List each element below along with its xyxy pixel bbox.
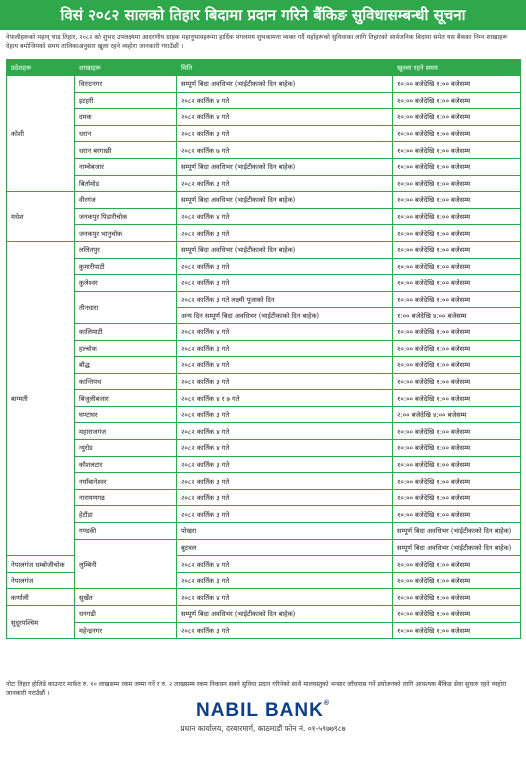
time-cell: १०:०० बजेदेखि १:०० बजेसम्म: [393, 456, 521, 473]
note-text: नोटः तिहार होलिडे काउन्टर मार्फत रु. १० लाखसम्म रकम जम्मा गर्ने र रु. २ लाखसम्म रकम निकास्न सक्ने सुविधा प्रदान गरिनेको साथै मालवस्तुको भन्सार जाँचपास गर्ने प्रयोजनको लागि आवश्यक बैंकिङ सेवा सुचारु रहने व्यहोरा जानकारी गराउँछौं ।: [6, 681, 507, 697]
date-cell: २०८२ कार्तिक ४ गते: [177, 109, 393, 126]
date-cell: २०८२ कार्तिक ३ गते: [177, 373, 393, 390]
branch-cell: धरान बरगाछी: [75, 142, 177, 159]
branch-cell: बिर्तामोड: [75, 175, 177, 192]
branch-cell: धनगढी: [75, 606, 177, 623]
time-cell: १०:०० बजेदेखि १:०० बजेसम्म: [393, 109, 521, 126]
branch-cell: बौद्ध: [75, 357, 177, 374]
time-cell: १०:०० बजेदेखि १:०० बजेसम्म: [393, 622, 521, 639]
time-cell: १०:०० बजेदेखि १:०० बजेसम्म: [393, 225, 521, 242]
time-cell: १०:०० बजेदेखि १:०० बजेसम्म: [393, 92, 521, 109]
header-province: प्रदेशहरू: [7, 60, 75, 76]
table-row: [7, 606, 521, 623]
branch-cell: कौशलटार: [75, 456, 177, 473]
branch-cell: जनकपुर भानुचोक: [75, 225, 177, 242]
notice-title: विसं २०८२ सालको तिहार बिदामा प्रदान गरिने बैंकिङ सुविधासम्बन्धी सूचना: [0, 0, 526, 30]
branch-cell: महाराजगंज: [75, 423, 177, 440]
table-row: [7, 357, 521, 374]
time-cell: १०:०० बजेदेखि १:०० बजेसम्म: [393, 340, 521, 357]
table-row: [7, 76, 521, 93]
branch-cell: कुमारीपाटी: [75, 258, 177, 275]
date-cell: २०८२ कार्तिक ३ गते: [177, 473, 393, 490]
time-cell: १०:०० बजेदेखि १:०० बजेसम्म: [393, 323, 521, 340]
date-cell: २०८२ कार्तिक ३ गते: [177, 406, 393, 423]
table-row: [7, 456, 521, 473]
header-branch: शाखाहरू: [75, 60, 177, 76]
branch-cell: सुर्खेत: [75, 589, 177, 606]
date-cell: २०८२ कार्तिक ३ गते: [177, 622, 393, 639]
table-row: [7, 158, 521, 175]
table-row: [7, 241, 521, 258]
time-cell: १०:०० बजेदेखि १:०० बजेसम्म: [393, 556, 521, 573]
branch-cell: न्युरोड: [75, 440, 177, 457]
table-row: [7, 208, 521, 225]
date-cell: २०८२ कार्तिक ३ गते: [177, 489, 393, 506]
date-cell: सम्पूर्ण बिदा अवधिभर (भाईटीकाको दिन बाहेक): [177, 76, 393, 93]
date-cell: २०८२ कार्तिक ४ गते: [177, 589, 393, 606]
date-cell: २०८२ कार्तिक ३ गते: [177, 456, 393, 473]
table-row: [7, 323, 521, 340]
date-cell: २०८२ कार्तिक ३ गते: [177, 125, 393, 142]
branch-cell: नाम्चेबजार: [75, 158, 177, 175]
branch-cell: दमक: [75, 109, 177, 126]
time-cell: १०:०० बजेदेखि १:०० बजेसम्म: [393, 373, 521, 390]
province-cell: गण्डकी: [75, 523, 177, 540]
table-row: [7, 589, 521, 606]
header-date: मिति: [177, 60, 393, 76]
time-cell: १०:०० बजेदेखि १:०० बजेसम्म: [393, 291, 521, 308]
table-row: [7, 539, 521, 556]
time-cell: १०:०० बजेदेखि १:०० बजेसम्म: [393, 606, 521, 623]
table-row: [7, 225, 521, 242]
branch-cell: हल्चोक: [75, 340, 177, 357]
province-cell: मधेश: [7, 192, 75, 242]
time-cell: २:०० बजेदेखि ४:०० बजेसम्म: [393, 406, 521, 423]
date-cell: २०८२ कार्तिक ३ गते लक्ष्मी पूजाको दिन: [177, 291, 393, 308]
date-cell: अन्य दिन सम्पूर्ण बिदा अवधिभर (भाईटीकाको दिन बाहेक): [177, 308, 393, 324]
date-cell: सम्पूर्ण बिदा अवधिभर (भाईटीकाको दिन बाहेक): [177, 158, 393, 175]
time-cell: १०:०० बजेदेखि १:०० बजेसम्म: [393, 473, 521, 490]
time-cell: १०:०० बजेदेखि १:०० बजेसम्म: [393, 423, 521, 440]
date-cell: २०८२ कार्तिक ४ गते: [177, 357, 393, 374]
branch-cell: कान्तिपथ: [75, 373, 177, 390]
time-cell: १०:०० बजेदेखि १:०० बजेसम्म: [393, 158, 521, 175]
branch-cell: तीनधारा: [75, 291, 177, 323]
table-row: [7, 175, 521, 192]
time-cell: १०:०० बजेदेखि १:०० बजेसम्म: [393, 175, 521, 192]
time-cell: १०:०० बजेदेखि १:०० बजेसम्म: [393, 357, 521, 374]
time-cell: १०:०० बजेदेखि १:०० बजेसम्म: [393, 572, 521, 589]
time-cell: १०:०० बजेदेखि १:०० बजेसम्म: [393, 258, 521, 275]
time-cell: १०:०० बजेदेखि १:०० बजेसम्म: [393, 390, 521, 407]
table-row: [7, 473, 521, 490]
time-cell: १०:०० बजेदेखि १:०० बजेसम्म: [393, 440, 521, 457]
province-cell: कोशी: [7, 76, 75, 192]
time-cell: १:०० बजेदेखि ४:०० बजेसम्म: [393, 308, 521, 324]
time-cell: १०:०० बजेदेखि १:०० बजेसम्म: [393, 506, 521, 523]
branch-cell: नेपालगंज: [7, 572, 75, 589]
time-cell: १०:०० बजेदेखि १:०० बजेसम्म: [393, 275, 521, 292]
table-row: [7, 390, 521, 407]
date-cell: २०८२ कार्तिक ४ गते: [177, 423, 393, 440]
date-cell: सम्पूर्ण बिदा अवधिभर (भाईटीकाको दिन बाहेक): [177, 241, 393, 258]
time-cell: १०:०० बजेदेखि १:०० बजेसम्म: [393, 142, 521, 159]
date-cell: २०८२ कार्तिक ३ गते: [177, 275, 393, 292]
bank-name: NABIL BANK: [195, 700, 324, 721]
branch-cell: कुलेश्वर: [75, 275, 177, 292]
date-cell: २०८२ कार्तिक ३ गते: [177, 340, 393, 357]
branch-cell: नयाँबानेश्वर: [75, 473, 177, 490]
branch-cell: धरान: [75, 125, 177, 142]
table-row: [7, 622, 521, 639]
time-cell: १०:०० बजेदेखि १:०० बजेसम्म: [393, 489, 521, 506]
table-row: [7, 523, 521, 540]
table-row: [7, 489, 521, 506]
header-time: खुल्ला रहने समय: [393, 60, 521, 76]
date-cell: २०८२ कार्तिक ३ गते: [177, 225, 393, 242]
branch-cell: विराटनगर: [75, 76, 177, 93]
branch-cell: नेपालगंज धम्बोजीचोक: [7, 556, 75, 573]
branch-cell: बुटवल: [177, 539, 393, 556]
date-cell: सम्पूर्ण बिदा अवधिभर (भाईटीकाको दिन बाहेक): [177, 606, 393, 623]
branch-cell: ललितपुर: [75, 241, 177, 258]
date-cell: २०८२ कार्तिक ३ गते: [177, 258, 393, 275]
branch-cell: नारायणगढ: [75, 489, 177, 506]
date-cell: २०८२ कार्तिक ३ गते: [177, 175, 393, 192]
province-cell: बाग्मती: [7, 241, 75, 555]
table-row: [7, 125, 521, 142]
branch-cell: कालिमाटी: [75, 323, 177, 340]
branch-cell: हेटौंडा: [75, 506, 177, 523]
branch-cell: जनकपुर पिडारीचोक: [75, 208, 177, 225]
date-cell: २०८२ कार्तिक ४ गते: [177, 208, 393, 225]
table-row: [7, 373, 521, 390]
table-row: [7, 92, 521, 109]
time-cell: १०:०० बजेदेखि १:०० बजेसम्म: [393, 192, 521, 209]
bank-logo: [0, 700, 526, 722]
branch-cell: घण्टाघर: [75, 406, 177, 423]
table-row: [7, 275, 521, 292]
schedule-table: [6, 59, 521, 639]
branch-cell: इटहरी: [75, 92, 177, 109]
table-header-row: [7, 60, 521, 76]
province-cell: सुदूरपश्चिम: [7, 606, 75, 639]
time-cell: १०:०० बजेदेखि १:०० बजेसम्म: [393, 589, 521, 606]
table-row: [7, 506, 521, 523]
date-cell: २०८२ कार्तिक ३ गते: [177, 572, 393, 589]
province-cell: लुम्बिनी: [75, 539, 177, 589]
branch-cell: वीरगंज: [75, 192, 177, 209]
date-cell: २०८२ कार्तिक ४ र ७ गते: [177, 390, 393, 407]
table-row: [7, 340, 521, 357]
date-cell: सम्पूर्ण बिदा अवधिभर (भाईटीकाको दिन बाहेक): [393, 523, 521, 540]
branch-cell: बिजुलीबजार: [75, 390, 177, 407]
date-cell: सम्पूर्ण बिदा अवधिभर (भाईटीकाको दिन बाहेक): [393, 539, 521, 556]
registered-mark: ®: [323, 700, 331, 707]
table-row: [7, 423, 521, 440]
date-cell: २०८२ कार्तिक ४ गते: [177, 556, 393, 573]
table-row: [7, 142, 521, 159]
table-row: [7, 109, 521, 126]
intro-paragraph: नेपालीहरूको महान् चाड तिहार, २०८२ को शुभद उपलक्ष्यमा आदरणीय ग्राहक महानुभावहरूमा हार्दिक मंगलमय शुभकामना व्यक्त गर्दै यहाँहरूको सुविधाका लागि तिहारको सार्वजनिक बिदामा समेत यस बैंकका निम्न शाखाहरू देहाय बमोजिमको समय तालिकाअनुसार खुला रहने व्यहोरा जानकारी गराउँछौं ।: [6, 34, 508, 50]
time-cell: १०:०० बजेदेखि १:०० बजेसम्म: [393, 241, 521, 258]
branch-cell: महेन्द्रनगर: [75, 622, 177, 639]
table-row: [7, 406, 521, 423]
branch-cell: पोखरा: [177, 523, 393, 540]
province-cell: कर्णाली: [7, 589, 75, 606]
footer-address: प्रधान कार्यालय, दरबारमार्ग, काठमाडौं फोन नं. ०१-५९७७९८७: [180, 724, 346, 733]
table-row: [7, 440, 521, 457]
time-cell: १०:०० बजेदेखि १:०० बजेसम्म: [393, 76, 521, 93]
table-row: [7, 291, 521, 308]
date-cell: २०८२ कार्तिक ४ गते: [177, 92, 393, 109]
date-cell: २०८२ कार्तिक ४ गते: [177, 440, 393, 457]
time-cell: १०:०० बजेदेखि १:०० बजेसम्म: [393, 125, 521, 142]
date-cell: २०८२ कार्तिक ३ गते: [177, 506, 393, 523]
time-cell: १०:०० बजेदेखि १:०० बजेसम्म: [393, 208, 521, 225]
table-row: [7, 192, 521, 209]
date-cell: २०८२ कार्तिक ७ गते: [177, 142, 393, 159]
date-cell: सम्पूर्ण बिदा अवधिभर (भाईटीकाको दिन बाहेक): [177, 192, 393, 209]
table-row: [7, 258, 521, 275]
date-cell: २०८२ कार्तिक ४ गते: [177, 323, 393, 340]
